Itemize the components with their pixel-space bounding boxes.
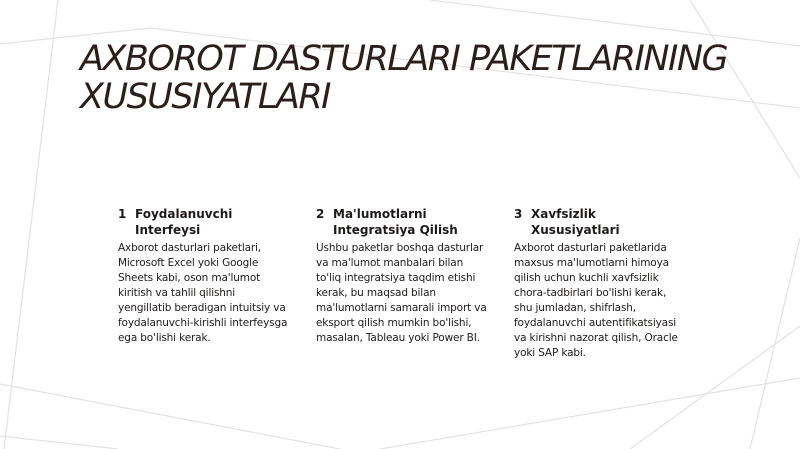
feature-column-3 [514,206,686,361]
column-heading: Foydalanuvchi Interfeysi [135,207,233,237]
decor-line [0,384,340,449]
column-text: Axborot dasturlari paketlarida maxsus ma'lumotlarni himoya qilish uchun kuchli xavfsizlik chora-tadbirlari bo'lishi kerak, shu jumladan, shifrlash, foydalanuvchi autentifikatsiyasi va kirishni nazorat qilish, Oracle yoki SAP kabi. [514,242,678,359]
column-header [118,206,290,238]
decor-line [0,436,118,449]
column-heading: Ma'lumotlarni Integratsiya Qilish [333,207,458,237]
column-heading: Xavfsizlik Xususiyatlari [531,207,620,237]
column-text: Axborot dasturlari paketlari, Microsoft Excel yoki Google Sheets kabi, oson ma'lumot kiritish va tahlil qilishni yengillatib beradigan intuitsiy va foydalanuvchi-kirishli interfeysga ega bo'lishi kerak. [118,242,288,344]
feature-column-2 [316,206,488,346]
decor-line [380,378,800,449]
column-number: 1 [118,207,127,221]
column-text: Ushbu paketlar boshqa dasturlar va ma'lumot manbalari bilan to'liq integratsiya taqdim etishi kerak, bu maqsad bilan ma'lumotlarni samarali import va eksport qilish mumkin bo'lishi, masalan, Tableau yoki Power BI. [316,242,487,344]
feature-column-1 [118,206,290,346]
column-number: 2 [316,207,325,221]
column-header [316,206,488,238]
decor-line [4,0,58,449]
slide-title: AXBOROT DASTURLARI PAKETLARINING XUSUSIYATLARI [80,39,728,117]
column-header [514,206,686,238]
column-number: 3 [514,207,523,221]
